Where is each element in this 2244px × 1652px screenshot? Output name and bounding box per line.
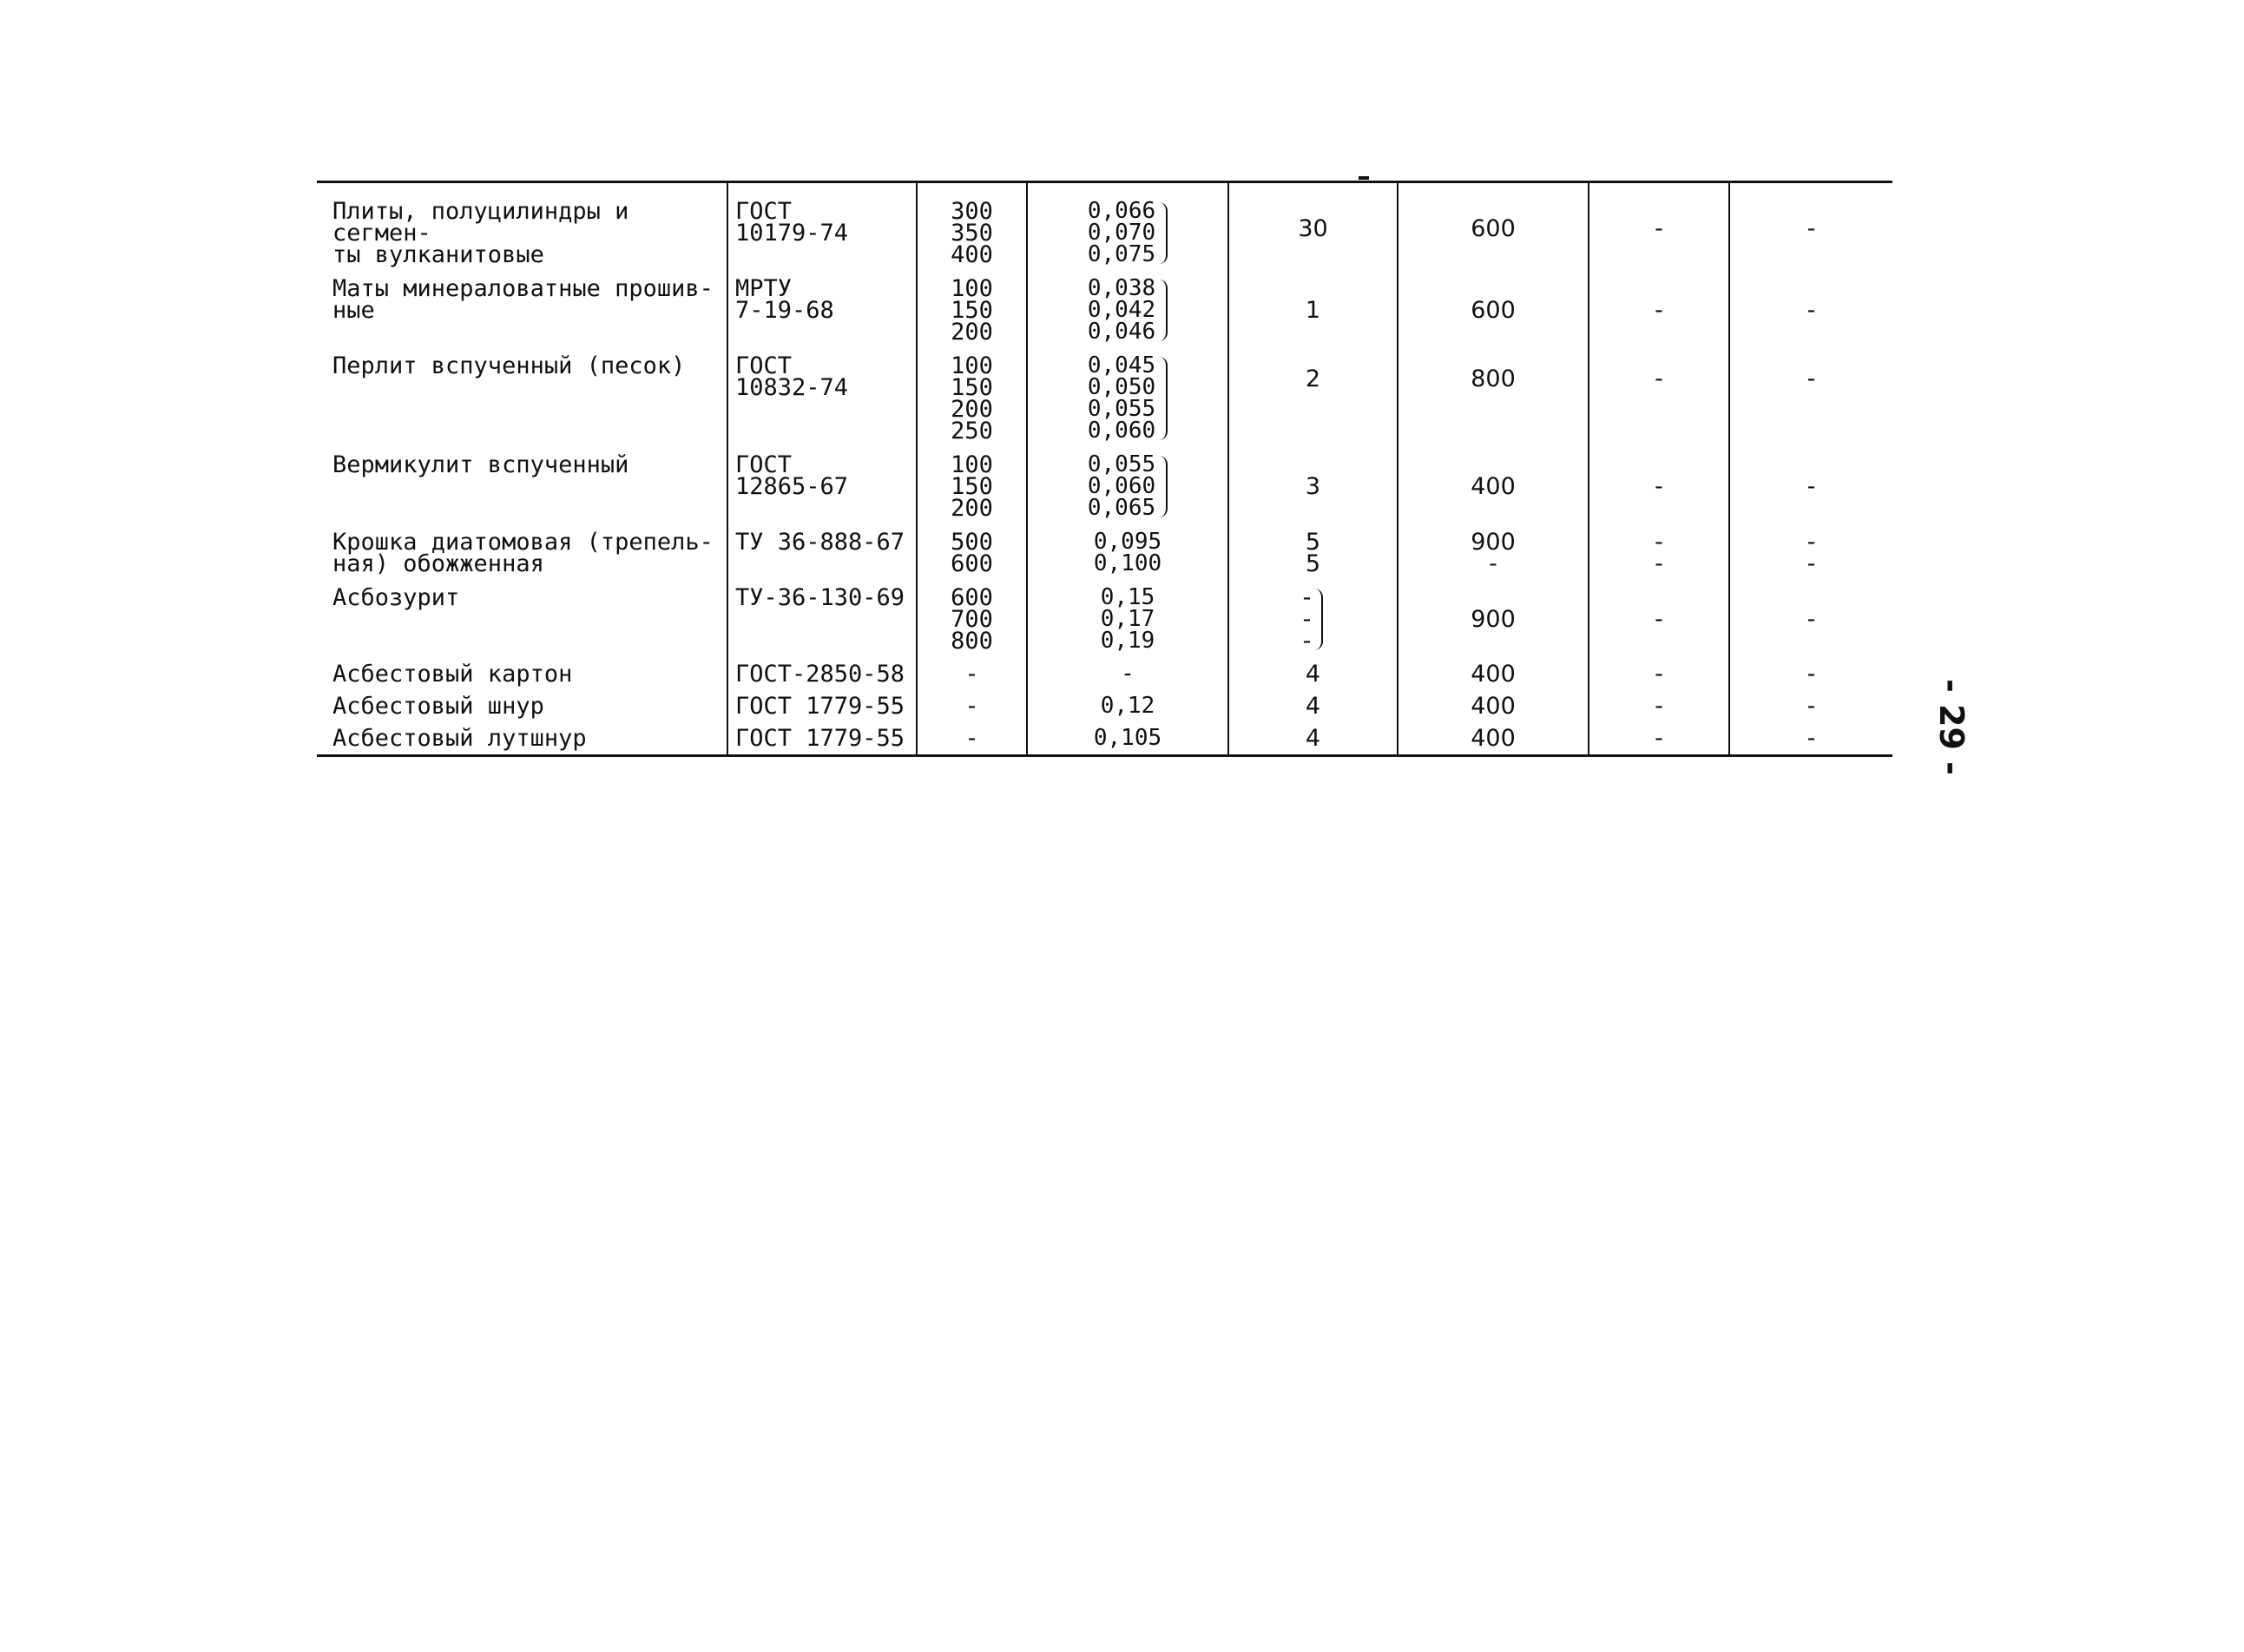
col7-value: - xyxy=(1589,272,1729,349)
standard-ref: ГОСТ 1779-55 xyxy=(727,690,917,722)
col5-value: 1 xyxy=(1228,272,1398,349)
col7-value: - xyxy=(1589,722,1729,756)
col7-value: - - xyxy=(1589,525,1729,581)
table-row xyxy=(317,722,1892,756)
table-row xyxy=(317,658,1892,690)
table-row xyxy=(317,448,1892,525)
standard-ref: ТУ 36-888-67 xyxy=(727,525,917,581)
col6-value: 600 xyxy=(1398,182,1589,273)
material-name: Асбестовый лутшнур xyxy=(317,722,727,756)
col5-value: 4 xyxy=(1228,722,1398,756)
brace-mark xyxy=(1157,202,1168,264)
material-name: Маты минераловатные прошив- ные xyxy=(317,272,727,349)
col6-value: 400 xyxy=(1398,690,1589,722)
col8-value: - xyxy=(1729,448,1892,525)
col6-value: 400 xyxy=(1398,448,1589,525)
col6-value: 600 xyxy=(1398,272,1589,349)
material-name: Перлит вспученный (песок) xyxy=(317,349,727,448)
materials-table xyxy=(317,181,1892,757)
material-name: Асбозурит xyxy=(317,581,727,658)
conductivity-cell xyxy=(1027,349,1228,448)
density-values: 100 150 200 xyxy=(917,448,1027,525)
table-row xyxy=(317,581,1892,658)
col7-value: - xyxy=(1589,658,1729,690)
material-name: Асбестовый шнур xyxy=(317,690,727,722)
density-values: - xyxy=(917,690,1027,722)
col6-value: 800 xyxy=(1398,349,1589,448)
table-row xyxy=(317,525,1892,581)
col8-value: - xyxy=(1729,182,1892,273)
conductivity-values: 0,066 0,070 0,075 xyxy=(1087,198,1156,267)
conductivity-values: 0,105 xyxy=(1027,722,1228,756)
density-values: 100 150 200 250 xyxy=(917,349,1027,448)
col7-value: - xyxy=(1589,349,1729,448)
standard-ref: ТУ-36-130-69 xyxy=(727,581,917,658)
standard-ref: МРТУ 7-19-68 xyxy=(727,272,917,349)
col8-value: - xyxy=(1729,581,1892,658)
col7-value: - xyxy=(1589,448,1729,525)
table-row xyxy=(317,690,1892,722)
brace-mark xyxy=(1157,456,1168,517)
col8-value: - xyxy=(1729,658,1892,690)
col5-value: 4 xyxy=(1228,690,1398,722)
standard-ref: ГОСТ 10832-74 xyxy=(727,349,917,448)
col5-value: 2 xyxy=(1228,349,1398,448)
col6-value: 900 - xyxy=(1398,525,1589,581)
conductivity-values: 0,045 0,050 0,055 0,060 xyxy=(1087,352,1156,444)
density-values: - xyxy=(917,658,1027,690)
col6-value: 900 xyxy=(1398,581,1589,658)
col8-value: - - xyxy=(1729,525,1892,581)
col5-value: 4 xyxy=(1228,658,1398,690)
conductivity-cell xyxy=(1027,448,1228,525)
density-values: 600 700 800 xyxy=(917,581,1027,658)
standard-ref: ГОСТ 12865-67 xyxy=(727,448,917,525)
table-row xyxy=(317,349,1892,448)
col7-value: - xyxy=(1589,182,1729,273)
material-name: Вермикулит вспученный xyxy=(317,448,727,525)
conductivity-cell xyxy=(1027,182,1228,273)
col8-value: - xyxy=(1729,349,1892,448)
col8-value: - xyxy=(1729,272,1892,349)
col8-value: - xyxy=(1729,690,1892,722)
standard-ref: ГОСТ 10179-74 xyxy=(727,182,917,273)
col5-value: 3 xyxy=(1228,448,1398,525)
col5-value: 30 xyxy=(1228,182,1398,273)
material-name: Плиты, полуцилиндры и сегмен- ты вулканитовые xyxy=(317,182,727,273)
table-row xyxy=(317,272,1892,349)
col5-cell xyxy=(1228,581,1398,658)
standard-ref: ГОСТ-2850-58 xyxy=(727,658,917,690)
page-number: - 29 - xyxy=(1932,679,1971,775)
col5-value: - - - xyxy=(1302,584,1312,655)
standard-ref: ГОСТ 1779-55 xyxy=(727,722,917,756)
conductivity-cell xyxy=(1027,272,1228,349)
col6-value: 400 xyxy=(1398,722,1589,756)
conductivity-values: 0,055 0,060 0,065 xyxy=(1087,451,1156,521)
table-row xyxy=(317,182,1892,273)
conductivity-values: 0,038 0,042 0,046 xyxy=(1087,275,1156,345)
density-values: 100 150 200 xyxy=(917,272,1027,349)
col5-value: 5 5 xyxy=(1228,525,1398,581)
density-values: 500 600 xyxy=(917,525,1027,581)
conductivity-values: 0,15 0,17 0,19 xyxy=(1027,581,1228,658)
col6-value: 400 xyxy=(1398,658,1589,690)
conductivity-values: - xyxy=(1027,658,1228,690)
conductivity-values: 0,12 xyxy=(1027,690,1228,722)
col7-value: - xyxy=(1589,690,1729,722)
material-name: Асбестовый картон xyxy=(317,658,727,690)
col7-value: - xyxy=(1589,581,1729,658)
col8-value: - xyxy=(1729,722,1892,756)
brace-mark xyxy=(1157,357,1168,440)
brace-mark xyxy=(1313,589,1323,650)
brace-mark xyxy=(1157,280,1168,341)
material-name: Крошка диатомовая (трепель- ная) обожженная xyxy=(317,525,727,581)
density-values: 300 350 400 xyxy=(917,182,1027,273)
conductivity-values: 0,095 0,100 xyxy=(1027,525,1228,581)
scan-mark xyxy=(1359,176,1369,180)
density-values: - xyxy=(917,722,1027,756)
